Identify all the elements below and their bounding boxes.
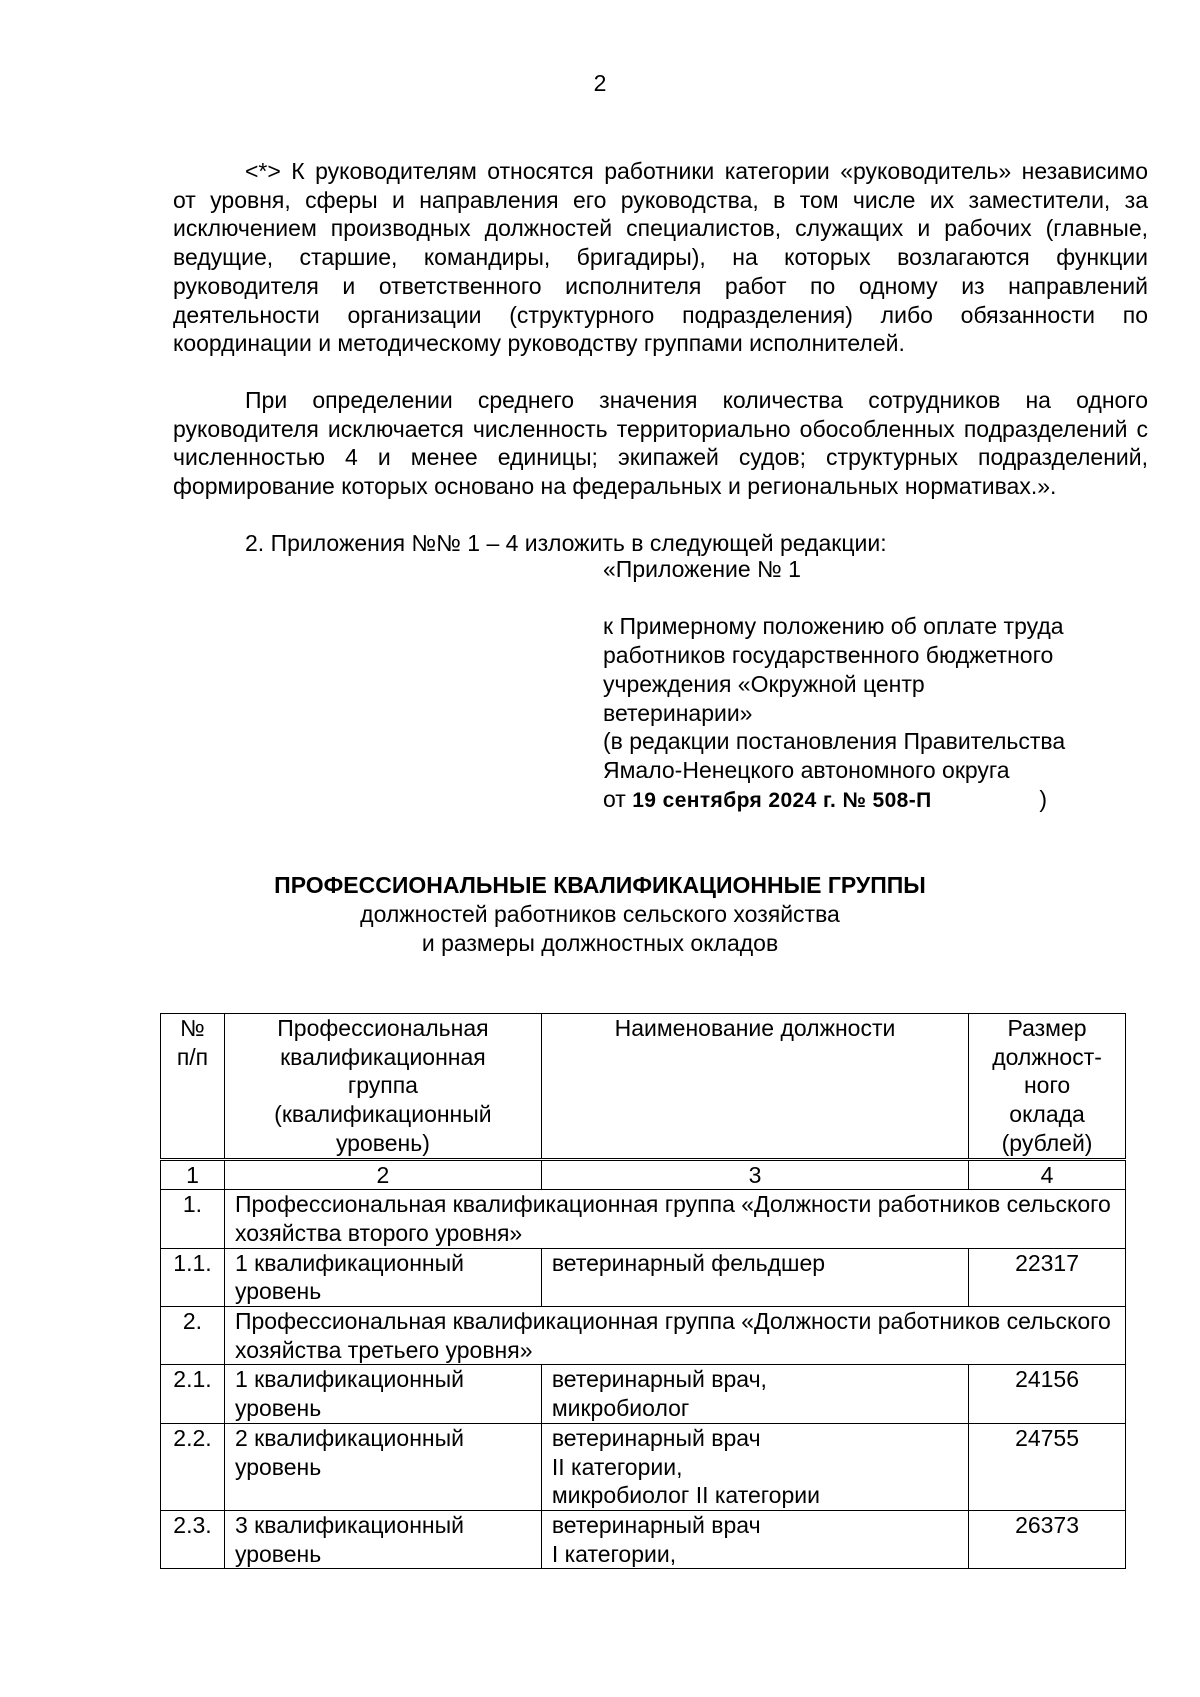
heading-sub1: должностей работников сельского хозяйства xyxy=(360,901,840,927)
appendix-line: (в редакции постановления Правительства xyxy=(603,728,1066,754)
col-number: 4 xyxy=(969,1159,1126,1190)
heading-sub2: и размеры должностных окладов xyxy=(421,930,779,956)
table-header-row xyxy=(161,1014,1126,1160)
header-group: Профессиональная квалификационная группа (квалификационный уровень) xyxy=(224,1014,541,1160)
table-row xyxy=(161,1510,1126,1568)
row-level: 2 квалификационный уровень xyxy=(224,1423,541,1510)
appendix-line: работников государственного бюджетного xyxy=(603,642,1054,668)
footnote-paragraph: <*> К руководителям относятся работники категории «руководитель» независимо от уровня, сферы и направления его руководства, в том числе их заместители, за исключением производных должностей специалистов, служащих и рабочих (главные, ведущие, старшие, командиры, бригадиры), на которых возлагаются функции руководителя и ответственного исполнителя работ по одному из направлений деятельности организации (структурного подразделения) либо обязанности по координации и методическому руководству группами исполнителей. xyxy=(173,158,1148,357)
row-salary: 26373 xyxy=(969,1510,1126,1568)
row-position: ветеринарный врач I категории, xyxy=(541,1510,968,1568)
header-num: № п/п xyxy=(161,1014,225,1160)
page-number: 2 xyxy=(593,70,607,96)
instruction-paragraph: 2. Приложения №№ 1 – 4 изложить в следующей редакции: xyxy=(245,530,887,556)
row-number: 2.2. xyxy=(161,1423,225,1510)
exclusion-paragraph: При определении среднего значения количества сотрудников на одного руководителя исключается численность территориально обособленных подразделений с численностью 4 и менее единицы; экипажей судов; структурных подразделений, формирование которых основано на федеральных и региональных нормативах.». xyxy=(173,387,1148,500)
appendix-date-line xyxy=(603,785,1047,816)
date-prefix: от xyxy=(603,786,626,812)
group-row xyxy=(161,1190,1126,1248)
table-row xyxy=(161,1365,1126,1423)
column-number-row xyxy=(161,1159,1126,1190)
row-number: 2.3. xyxy=(161,1510,225,1568)
row-salary: 24755 xyxy=(969,1423,1126,1510)
appendix-line: к Примерному положению об оплате труда xyxy=(603,613,1064,639)
col-number: 2 xyxy=(224,1159,541,1190)
group-number: 1. xyxy=(161,1190,225,1248)
row-level: 1 квалификационный уровень xyxy=(224,1248,541,1306)
table-heading xyxy=(0,871,1200,958)
appendix-line: Ямало-Ненецкого автономного округа xyxy=(603,757,1010,783)
row-salary: 24156 xyxy=(969,1365,1126,1423)
decree-date-number: 19 сентября 2024 г. № 508-П xyxy=(632,789,932,812)
header-salary: Размер должност- ного оклада (рублей) xyxy=(969,1014,1126,1160)
row-level: 3 квалификационный уровень xyxy=(224,1510,541,1568)
row-position: ветеринарный фельдшер xyxy=(541,1248,968,1306)
row-position: ветеринарный врач, микробиолог xyxy=(541,1365,968,1423)
heading-main: ПРОФЕССИОНАЛЬНЫЕ КВАЛИФИКАЦИОННЫЕ ГРУППЫ xyxy=(274,872,926,898)
header-position: Наименование должности xyxy=(541,1014,968,1160)
row-number: 2.1. xyxy=(161,1365,225,1423)
group-number: 2. xyxy=(161,1307,225,1365)
col-number: 3 xyxy=(541,1159,968,1190)
appendix-line: учреждения «Окружной центр xyxy=(603,671,925,697)
group-title: Профессиональная квалификационная группа «Должности работников сельского хозяйства третьего уровня» xyxy=(224,1307,1125,1365)
group-title: Профессиональная квалификационная группа «Должности работников сельского хозяйства второго уровня» xyxy=(224,1190,1125,1248)
row-position: ветеринарный врач II категории, микробиолог II категории xyxy=(541,1423,968,1510)
row-level: 1 квалификационный уровень xyxy=(224,1365,541,1423)
table-row xyxy=(161,1248,1126,1306)
appendix-line: ветеринарии» xyxy=(603,700,753,726)
group-row xyxy=(161,1307,1126,1365)
qualification-table xyxy=(160,1013,1126,1569)
col-number: 1 xyxy=(161,1159,225,1190)
row-number: 1.1. xyxy=(161,1248,225,1306)
appendix-title: «Приложение № 1 xyxy=(603,556,801,582)
date-suffix: ) xyxy=(1039,786,1048,812)
row-salary: 22317 xyxy=(969,1248,1126,1306)
table-row xyxy=(161,1423,1126,1510)
